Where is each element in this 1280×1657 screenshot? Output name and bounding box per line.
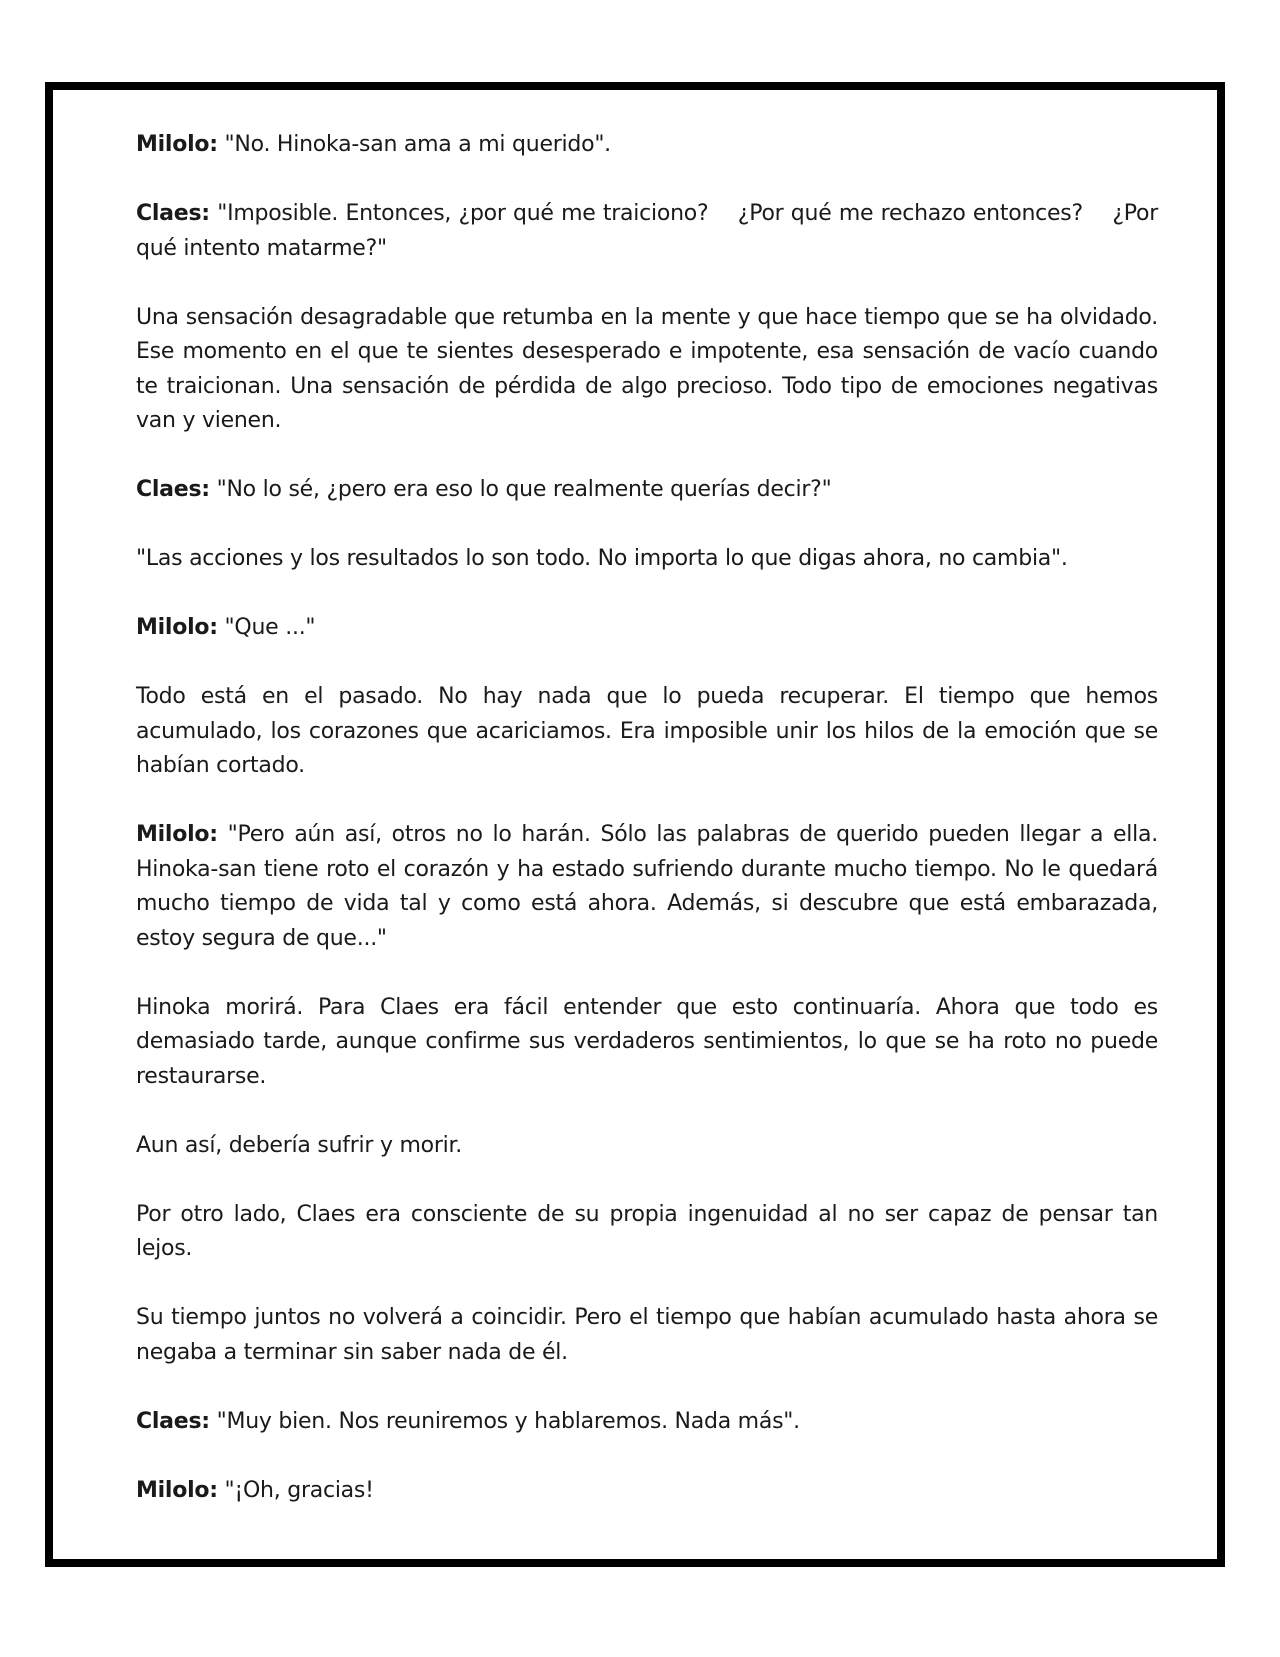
dialogue-text: "Muy bien. Nos reuniremos y hablaremos. Nada más". bbox=[216, 1408, 800, 1434]
page-border-frame bbox=[45, 82, 1225, 1567]
narration-paragraph: Por otro lado, Claes era consciente de su propia ingenuidad al no ser capaz de pensar tan lejos. bbox=[136, 1201, 1158, 1261]
speaker-name: Milolo: bbox=[136, 1477, 218, 1503]
dialogue-paragraph bbox=[136, 197, 1165, 266]
dialogue-paragraph bbox=[136, 818, 1158, 956]
speaker-name: Claes: bbox=[136, 477, 210, 502]
dialogue-paragraph bbox=[136, 611, 1158, 646]
document-body bbox=[136, 128, 1165, 1543]
speaker-name: Claes: bbox=[136, 201, 210, 226]
speaker-name: Claes: bbox=[136, 1408, 210, 1434]
narration-paragraph: Hinoka morirá. Para Claes era fácil entender que esto continuaría. Ahora que todo es demasiado tarde, aunque confirme sus verdaderos sentimientos, lo que se ha roto no puede restaurarse. bbox=[136, 994, 1158, 1089]
dialogue-text: "Pero aún así, otros no lo harán. Sólo las palabras de querido pueden llegar a ella. Hinoka-san tiene roto el corazón y ha estado sufriendo durante mucho tiempo. No le quedará mucho tiempo de vida tal y como está ahora. Además, si descubre que está embarazada, estoy segura de que..." bbox=[136, 822, 1158, 951]
speaker-name: Milolo: bbox=[136, 132, 218, 157]
narration-paragraph: Una sensación desagradable que retumba en la mente y que hace tiempo que se ha olvidado. Ese momento en el que te sientes desesperado e impotente, esa sensación de vacío cuando te traicionan. Una sensación de pérdida de algo precioso. Todo tipo de emociones negativas van y vienen. bbox=[136, 304, 1158, 433]
dialogue-text: "No. Hinoka-san ama a mi querido". bbox=[224, 132, 611, 157]
dialogue-paragraph bbox=[136, 128, 1158, 163]
dialogue-text: "No lo sé, ¿pero era eso lo que realmente querías decir?" bbox=[216, 477, 832, 502]
speaker-name: Milolo: bbox=[136, 822, 218, 847]
speaker-name: Milolo: bbox=[136, 615, 218, 640]
dialogue-text: "Imposible. Entonces, ¿por qué me traiciono? ¿Por qué me rechazo entonces? ¿Por qué intento matarme?" bbox=[136, 201, 1165, 261]
dialogue-paragraph bbox=[136, 1405, 1158, 1440]
dialogue-paragraph bbox=[136, 1474, 1158, 1509]
dialogue-paragraph bbox=[136, 473, 1158, 508]
narration-paragraph: Aun así, debería sufrir y morir. bbox=[136, 1132, 463, 1158]
dialogue-text: "¡Oh, gracias! bbox=[224, 1477, 374, 1503]
narration-paragraph: Su tiempo juntos no volverá a coincidir. Pero el tiempo que habían acumulado hasta ahora se negaba a terminar sin saber nada de él. bbox=[136, 1305, 1158, 1365]
narration-paragraph: Todo está en el pasado. No hay nada que lo pueda recuperar. El tiempo que hemos acumulado, los corazones que acariciamos. Era imposible unir los hilos de la emoción que se habían cortado. bbox=[136, 684, 1158, 778]
dialogue-text: "Que ..." bbox=[224, 615, 316, 640]
quote-paragraph: "Las acciones y los resultados lo son todo. No importa lo que digas ahora, no cambia". bbox=[136, 546, 1068, 571]
